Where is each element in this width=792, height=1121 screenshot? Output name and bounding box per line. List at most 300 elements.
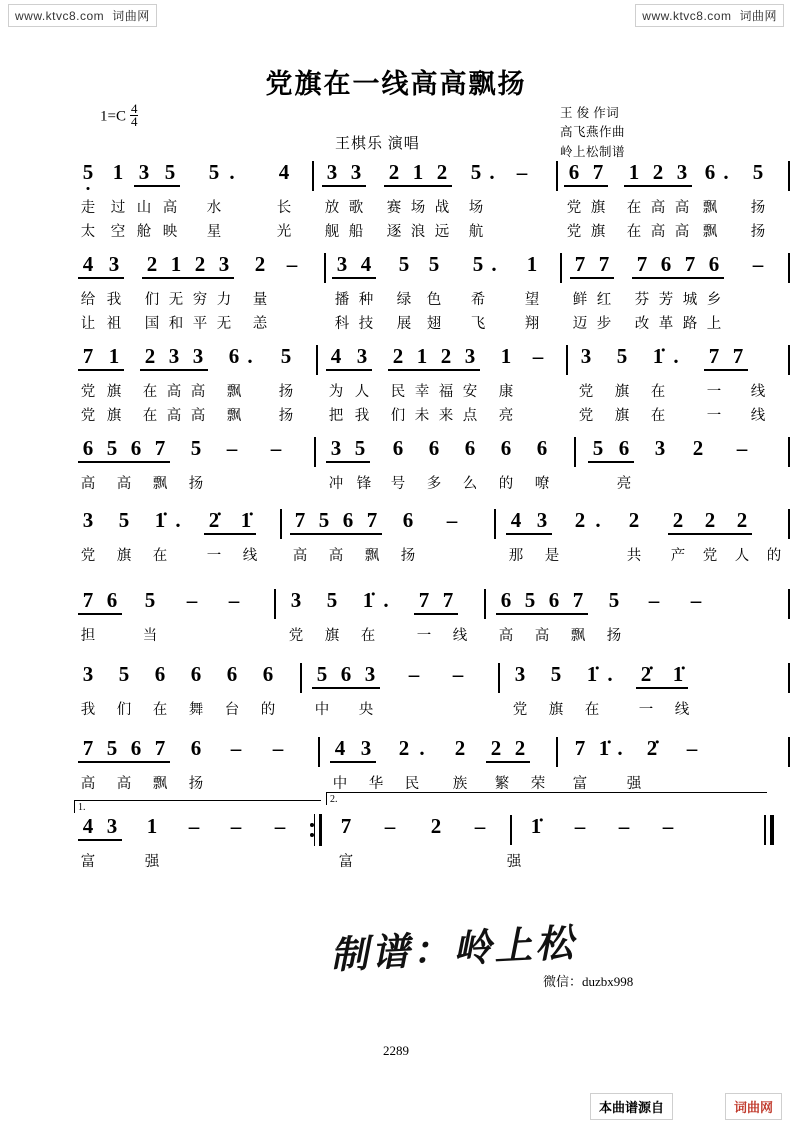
- beam: [332, 277, 376, 279]
- note: 2: [146, 252, 158, 276]
- lyric: 高: [190, 408, 206, 424]
- lyric-line-1: [74, 544, 782, 568]
- note: 1: [416, 344, 428, 368]
- lyric: 革: [658, 316, 674, 332]
- lyric: 亮: [498, 408, 514, 424]
- singer-credit: 王棋乐 演唱: [335, 136, 420, 152]
- note: 5: [118, 662, 130, 686]
- note: 3: [192, 344, 204, 368]
- note: 7: [592, 160, 604, 184]
- lyric: 旗: [106, 408, 122, 424]
- lyric: 强: [506, 854, 522, 870]
- lyric: 远: [434, 224, 450, 240]
- note: 7: [154, 736, 166, 760]
- lyric-block: [74, 288, 722, 338]
- dash: –: [274, 814, 286, 838]
- note: 6: [618, 436, 630, 460]
- lyric: 是: [544, 548, 560, 564]
- lyric: 一: [206, 548, 222, 564]
- note: 1: [146, 814, 158, 838]
- lyric: 高: [650, 224, 666, 240]
- lyric: 强: [626, 776, 642, 792]
- note: 2̇: [646, 736, 658, 760]
- lyric: 高: [674, 224, 690, 240]
- watermark-left: [8, 4, 157, 27]
- note: 6: [536, 436, 548, 460]
- note: 5: [118, 508, 130, 532]
- score-system: [74, 794, 722, 904]
- lyric-block: [74, 544, 782, 594]
- lyric: 绿: [396, 292, 412, 308]
- time-signature-numerator: 4: [130, 101, 138, 116]
- beam: [564, 185, 608, 187]
- lyric: 们: [390, 408, 406, 424]
- note: 5: [316, 662, 328, 686]
- barline: [312, 161, 314, 191]
- lyric: 点: [462, 408, 478, 424]
- lyric: 飘: [364, 548, 380, 564]
- beam: [704, 369, 748, 371]
- lyric: 的: [498, 476, 514, 492]
- note: 7: [572, 588, 584, 612]
- note-dot: .: [419, 736, 425, 760]
- note: 5: [164, 160, 176, 184]
- note: 2: [440, 344, 452, 368]
- note: 6: [464, 436, 476, 460]
- lyric: 望: [524, 292, 540, 308]
- note: 2: [254, 252, 266, 276]
- note: 6: [82, 436, 94, 460]
- lyric: 多: [426, 476, 442, 492]
- note: 3: [106, 814, 118, 838]
- note: 2: [144, 344, 156, 368]
- note: 2: [454, 736, 466, 760]
- beam: [388, 369, 480, 371]
- note: 6: [428, 436, 440, 460]
- barline: [788, 253, 790, 283]
- beam: [140, 369, 208, 371]
- credit-lyricist: 王 俊 作词: [560, 106, 620, 120]
- key-signature: [100, 101, 138, 130]
- lyric-line-1: [74, 472, 722, 496]
- lyric: 在: [152, 702, 168, 718]
- lyric: 线: [750, 384, 766, 400]
- dash: –: [752, 252, 764, 276]
- lyric: 飘: [152, 476, 168, 492]
- lyric: 我: [106, 292, 122, 308]
- lyric: 线: [674, 702, 690, 718]
- score-system: [74, 344, 766, 436]
- dash: –: [230, 736, 242, 760]
- lyric: 旗: [590, 200, 606, 216]
- note: 7: [294, 508, 306, 532]
- lyric: 翔: [524, 316, 540, 332]
- barline: [314, 437, 316, 467]
- note: 5: [280, 344, 292, 368]
- lyric: 旗: [614, 384, 630, 400]
- note: 2: [194, 252, 206, 276]
- dash: –: [446, 508, 458, 532]
- lyric: 族: [452, 776, 468, 792]
- lyric: 民: [390, 384, 406, 400]
- lyric: 在: [650, 408, 666, 424]
- lyric: 的: [260, 702, 276, 718]
- lyric: 太: [80, 224, 96, 240]
- dash: –: [286, 252, 298, 276]
- lyric: 映: [162, 224, 178, 240]
- lyric-line-1: [74, 850, 722, 874]
- lyric: 高: [116, 476, 132, 492]
- dash: –: [408, 662, 420, 686]
- lyric: 安: [462, 384, 478, 400]
- lyric: 高: [650, 200, 666, 216]
- time-signature-denominator: 4: [130, 114, 138, 130]
- lyric: 旗: [324, 628, 340, 644]
- score-system: [74, 588, 722, 662]
- lyric: 鲜: [572, 292, 588, 308]
- lyric: 富: [80, 854, 96, 870]
- note: 2: [436, 160, 448, 184]
- note: 2: [490, 736, 502, 760]
- note-row: [74, 508, 748, 544]
- lyric: 场: [410, 200, 426, 216]
- beam: [290, 533, 382, 535]
- note: 1: [500, 344, 512, 368]
- note: 5: [326, 588, 338, 612]
- dash: –: [272, 736, 284, 760]
- lyric: 飘: [226, 384, 242, 400]
- score-system: [74, 436, 748, 508]
- beam: [78, 761, 170, 763]
- handwritten-signature: 制谱：岭上松: [329, 919, 578, 978]
- lyric: 平: [192, 316, 208, 332]
- note-row: [74, 814, 722, 850]
- lyric: 量: [252, 292, 268, 308]
- note: 6: [190, 736, 202, 760]
- lyric: 高: [166, 384, 182, 400]
- lyric: 在: [142, 384, 158, 400]
- lyric: 战: [434, 200, 450, 216]
- score-system: [74, 662, 722, 736]
- note-row: [74, 436, 748, 472]
- barline: [300, 663, 302, 693]
- dash: –: [228, 588, 240, 612]
- note: 3: [168, 344, 180, 368]
- time-signature: [130, 103, 139, 129]
- note: 2: [388, 160, 400, 184]
- lyric: 城: [682, 292, 698, 308]
- page-title: 党旗在一线高高飘扬: [265, 69, 527, 100]
- lyric: 线: [452, 628, 468, 644]
- note: 1̇: [672, 662, 684, 686]
- lyric: 无: [216, 316, 232, 332]
- wechat-contact: 微信：duzbx998: [543, 974, 634, 989]
- note: 6: [660, 252, 672, 276]
- lyric: 我: [354, 408, 370, 424]
- lyric: 高: [80, 476, 96, 492]
- lyric: 富: [338, 854, 354, 870]
- lyric: 么: [462, 476, 478, 492]
- lyric: 号: [390, 476, 406, 492]
- lyric: 逐: [386, 224, 402, 240]
- note: 6: [342, 508, 354, 532]
- lyric: 线: [750, 408, 766, 424]
- note: 6: [500, 436, 512, 460]
- note: 7: [708, 344, 720, 368]
- note-row: [74, 662, 722, 698]
- key-label: 1=C: [100, 108, 126, 125]
- lyric: 康: [498, 384, 514, 400]
- note: 7: [574, 252, 586, 276]
- note: 3: [108, 252, 120, 276]
- dash: –: [532, 344, 544, 368]
- beam: [326, 461, 370, 463]
- note-row: [74, 160, 764, 196]
- lyric: 党: [702, 548, 718, 564]
- note: 6: [704, 160, 716, 184]
- note: 7: [636, 252, 648, 276]
- volta-bracket-1: [74, 800, 321, 813]
- dash: –: [384, 814, 396, 838]
- note: 3: [356, 344, 368, 368]
- note-dot: .: [489, 160, 495, 184]
- lyric: 乡: [706, 292, 722, 308]
- beam: [204, 533, 256, 535]
- note: 4: [360, 252, 372, 276]
- note: 5: [106, 736, 118, 760]
- lyric-line-1: [74, 196, 766, 220]
- lyric: 强: [144, 854, 160, 870]
- lyric: 福: [438, 384, 454, 400]
- lyric: 党: [80, 408, 96, 424]
- lyric: 恙: [252, 316, 268, 332]
- volta-label: 1.: [78, 802, 86, 813]
- barline: [788, 161, 790, 191]
- note: 7: [154, 436, 166, 460]
- note-dot: .: [723, 160, 729, 184]
- note: 5: [524, 588, 536, 612]
- lyric: 高: [674, 200, 690, 216]
- lyric: 翅: [426, 316, 442, 332]
- lyric: 芬: [634, 292, 650, 308]
- barline: [510, 815, 512, 845]
- dash: –: [662, 814, 674, 838]
- lyric: 旗: [106, 384, 122, 400]
- lyric: 力: [216, 292, 232, 308]
- barline: [566, 345, 568, 375]
- lyric: 人: [354, 384, 370, 400]
- lyric: 祖: [106, 316, 122, 332]
- beam: [142, 277, 234, 279]
- lyric: 党: [80, 384, 96, 400]
- volta-label: 2.: [330, 794, 338, 805]
- note: 5: [398, 252, 410, 276]
- lyric: 星: [206, 224, 222, 240]
- note: 3: [218, 252, 230, 276]
- barline: [788, 737, 790, 767]
- note: 1: [108, 344, 120, 368]
- note: 3: [654, 436, 666, 460]
- watermark-left-url: www.ktvc8.com: [15, 9, 105, 23]
- lyric: 飘: [226, 408, 242, 424]
- lyric: 和: [168, 316, 184, 332]
- note: 6: [708, 252, 720, 276]
- note: 7: [82, 344, 94, 368]
- lyric: 水: [206, 200, 222, 216]
- lyric: 改: [634, 316, 650, 332]
- lyric: 放: [324, 200, 340, 216]
- lyric: 未: [414, 408, 430, 424]
- lyric: 荣: [530, 776, 546, 792]
- lyric: 旗: [614, 408, 630, 424]
- lyric: 富: [572, 776, 588, 792]
- lyric: 扬: [278, 408, 294, 424]
- note: 7: [732, 344, 744, 368]
- note: 3: [514, 662, 526, 686]
- lyric: 路: [682, 316, 698, 332]
- lyric: 扬: [188, 476, 204, 492]
- lyric: 华: [368, 776, 384, 792]
- note: 5: [608, 588, 620, 612]
- note: 3: [676, 160, 688, 184]
- lyric: 党: [566, 200, 582, 216]
- lyric: 的: [766, 548, 782, 564]
- barline: [324, 253, 326, 283]
- lyric: 人: [734, 548, 750, 564]
- beam: [134, 185, 180, 187]
- lyric: 线: [242, 548, 258, 564]
- note: 1̇: [154, 508, 166, 532]
- barline: [788, 663, 790, 693]
- barline: [788, 437, 790, 467]
- lyric: 红: [596, 292, 612, 308]
- lyric: 上: [706, 316, 722, 332]
- note: 6: [106, 588, 118, 612]
- lyric: 中: [332, 776, 348, 792]
- lyric: 迈: [572, 316, 588, 332]
- note: 7: [418, 588, 430, 612]
- lyric: 赛: [386, 200, 402, 216]
- dash: –: [452, 662, 464, 686]
- brand-badge: 词曲网: [725, 1093, 782, 1120]
- dash: –: [270, 436, 282, 460]
- barline: [274, 589, 276, 619]
- barline: [556, 737, 558, 767]
- barline: [498, 663, 500, 693]
- note: 5: [82, 160, 94, 184]
- note: 1: [412, 160, 424, 184]
- lyric: 在: [584, 702, 600, 718]
- barline: [788, 509, 790, 539]
- note: 6: [340, 662, 352, 686]
- note-row: [74, 252, 764, 288]
- watermark-right: [635, 4, 784, 27]
- note-dot: .: [229, 160, 235, 184]
- dash: 2: [692, 436, 704, 460]
- note: 2: [574, 508, 586, 532]
- lyric: 场: [468, 200, 484, 216]
- note: 6: [402, 508, 414, 532]
- note: 1̇: [598, 736, 610, 760]
- note: 6: [568, 160, 580, 184]
- lyric-block: [74, 380, 766, 430]
- final-barline: [770, 815, 774, 845]
- note: 5: [318, 508, 330, 532]
- watermark-right-cn: 词曲网: [739, 9, 777, 23]
- note: 6: [190, 662, 202, 686]
- lyric: 飘: [702, 200, 718, 216]
- lyric: 把: [328, 408, 344, 424]
- lyric: 航: [468, 224, 484, 240]
- note-dot: .: [607, 662, 613, 686]
- beam: [384, 185, 452, 187]
- lyric: 高: [162, 200, 178, 216]
- lyric: 步: [596, 316, 612, 332]
- note: 7: [684, 252, 696, 276]
- octave-dot-low: [87, 187, 90, 190]
- lyric: 浪: [410, 224, 426, 240]
- note: 1̇: [586, 662, 598, 686]
- lyric: 给: [80, 292, 96, 308]
- lyric: 们: [144, 292, 160, 308]
- lyric: 一: [638, 702, 654, 718]
- note: 2: [704, 508, 716, 532]
- note: 1: [628, 160, 640, 184]
- note: 1: [112, 160, 124, 184]
- note: 2̇: [640, 662, 652, 686]
- lyric: 走: [80, 200, 96, 216]
- lyric: 舰: [324, 224, 340, 240]
- beam: [414, 613, 458, 615]
- lyric: 党: [578, 384, 594, 400]
- note: 6: [226, 662, 238, 686]
- barline: [556, 161, 558, 191]
- lyric-line-2: [74, 220, 766, 244]
- credit-composer: 高飞燕作曲: [560, 125, 626, 140]
- beam: [322, 185, 366, 187]
- note: 7: [598, 252, 610, 276]
- note: 2̇: [208, 508, 220, 532]
- page-number: 2289: [383, 1043, 409, 1058]
- dash: –: [516, 160, 528, 184]
- lyric: 在: [142, 408, 158, 424]
- credit-arranger: 岭上松制谱: [560, 144, 626, 159]
- lyric: 长: [276, 200, 292, 216]
- lyric: 船: [348, 224, 364, 240]
- lyric: 希: [470, 292, 486, 308]
- lyric: 飘: [152, 776, 168, 792]
- lyric: 在: [152, 548, 168, 564]
- beam: [636, 687, 688, 689]
- barline: [560, 253, 562, 283]
- barline: [788, 345, 790, 375]
- lyric: 无: [168, 292, 184, 308]
- lyric: 幸: [414, 384, 430, 400]
- lyric: 在: [360, 628, 376, 644]
- lyric-block: [74, 850, 722, 900]
- lyric: 舱: [136, 224, 152, 240]
- lyric: 在: [626, 200, 642, 216]
- lyric: 产: [670, 548, 686, 564]
- dash: –: [736, 436, 748, 460]
- lyric: 党: [578, 408, 594, 424]
- note: 5: [470, 160, 482, 184]
- lyric: 国: [144, 316, 160, 332]
- note: 2: [672, 508, 684, 532]
- lyric: 舞: [188, 702, 204, 718]
- lyric: 飘: [702, 224, 718, 240]
- lyric: 党: [512, 702, 528, 718]
